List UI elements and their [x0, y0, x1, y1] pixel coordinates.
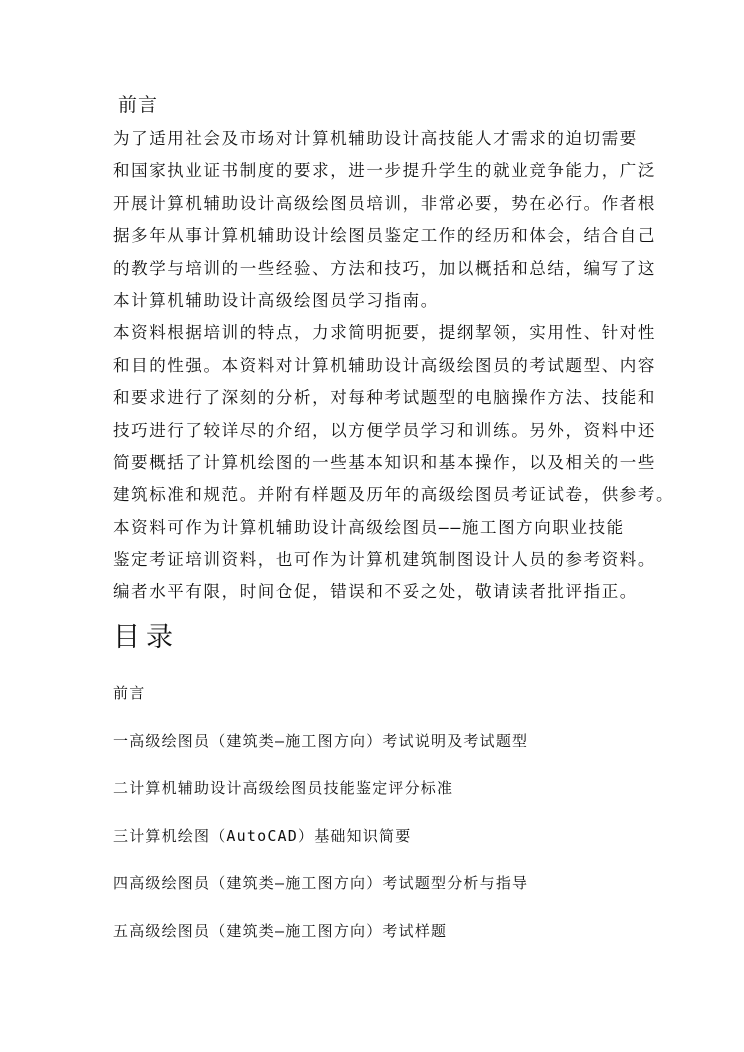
- preface-line: 开展计算机辅助设计高级绘图员培训，非常必要，势在必行。作者根: [113, 193, 656, 213]
- preface-body: [113, 123, 675, 609]
- preface-line: 建筑标准和规范。并附有样题及历年的高级绘图员考证试卷，供参考。: [113, 485, 675, 505]
- preface-heading: 前言: [118, 94, 159, 116]
- toc-item[interactable]: 前言: [113, 684, 146, 702]
- toc-item[interactable]: 三计算机绘图（AutoCAD）基础知识简要: [113, 826, 412, 845]
- preface-line: 技巧进行了较详尽的介绍，以方便学员学习和训练。另外，资料中还: [113, 420, 656, 440]
- preface-line: 的教学与培训的一些经验、方法和技巧，加以概括和总结，编写了这: [113, 258, 656, 278]
- preface-line: 编者水平有限，时间仓促，错误和不妥之处，敬请读者批评指正。: [113, 582, 638, 602]
- preface-line: 为了适用社会及市场对计算机辅助设计高技能人才需求的迫切需要: [113, 129, 638, 148]
- toc-item[interactable]: 四高级绘图员（建筑类—施工图方向）考试题型分析与指导: [113, 874, 529, 892]
- preface-line: 鉴定考证培训资料，也可作为计算机建筑制图设计人员的参考资料。: [113, 550, 656, 570]
- preface-line: 本资料可作为计算机辅助设计高级绘图员——施工图方向职业技能: [113, 517, 625, 537]
- toc-heading: 目录: [113, 622, 179, 653]
- table-of-contents: [113, 683, 633, 968]
- preface-line: 和国家执业证书制度的要求，进一步提升学生的就业竞争能力，广泛: [113, 161, 656, 181]
- preface-line: 简要概括了计算机绘图的一些基本知识和基本操作，以及相关的一些: [113, 452, 656, 472]
- preface-line: 和要求进行了深刻的分析，对每种考试题型的电脑操作方法、技能和: [113, 388, 656, 408]
- preface-line: 和目的性强。本资料对计算机辅助设计高级绘图员的考试题型、内容: [113, 355, 656, 375]
- toc-item[interactable]: 一高级绘图员（建筑类—施工图方向）考试说明及考试题型: [113, 731, 529, 750]
- preface-line: 本资料根据培训的特点，力求简明扼要，提纲挈领，实用性、针对性: [113, 323, 656, 343]
- toc-item[interactable]: 五高级绘图员（建筑类—施工图方向）考试样题: [113, 921, 448, 940]
- toc-item[interactable]: 二计算机辅助设计高级绘图员技能鉴定评分标准: [113, 779, 454, 797]
- preface-line: 本计算机辅助设计高级绘图员学习指南。: [113, 290, 439, 310]
- preface-line: 据多年从事计算机辅助设计绘图员鉴定工作的经历和体会，结合自己: [113, 226, 656, 246]
